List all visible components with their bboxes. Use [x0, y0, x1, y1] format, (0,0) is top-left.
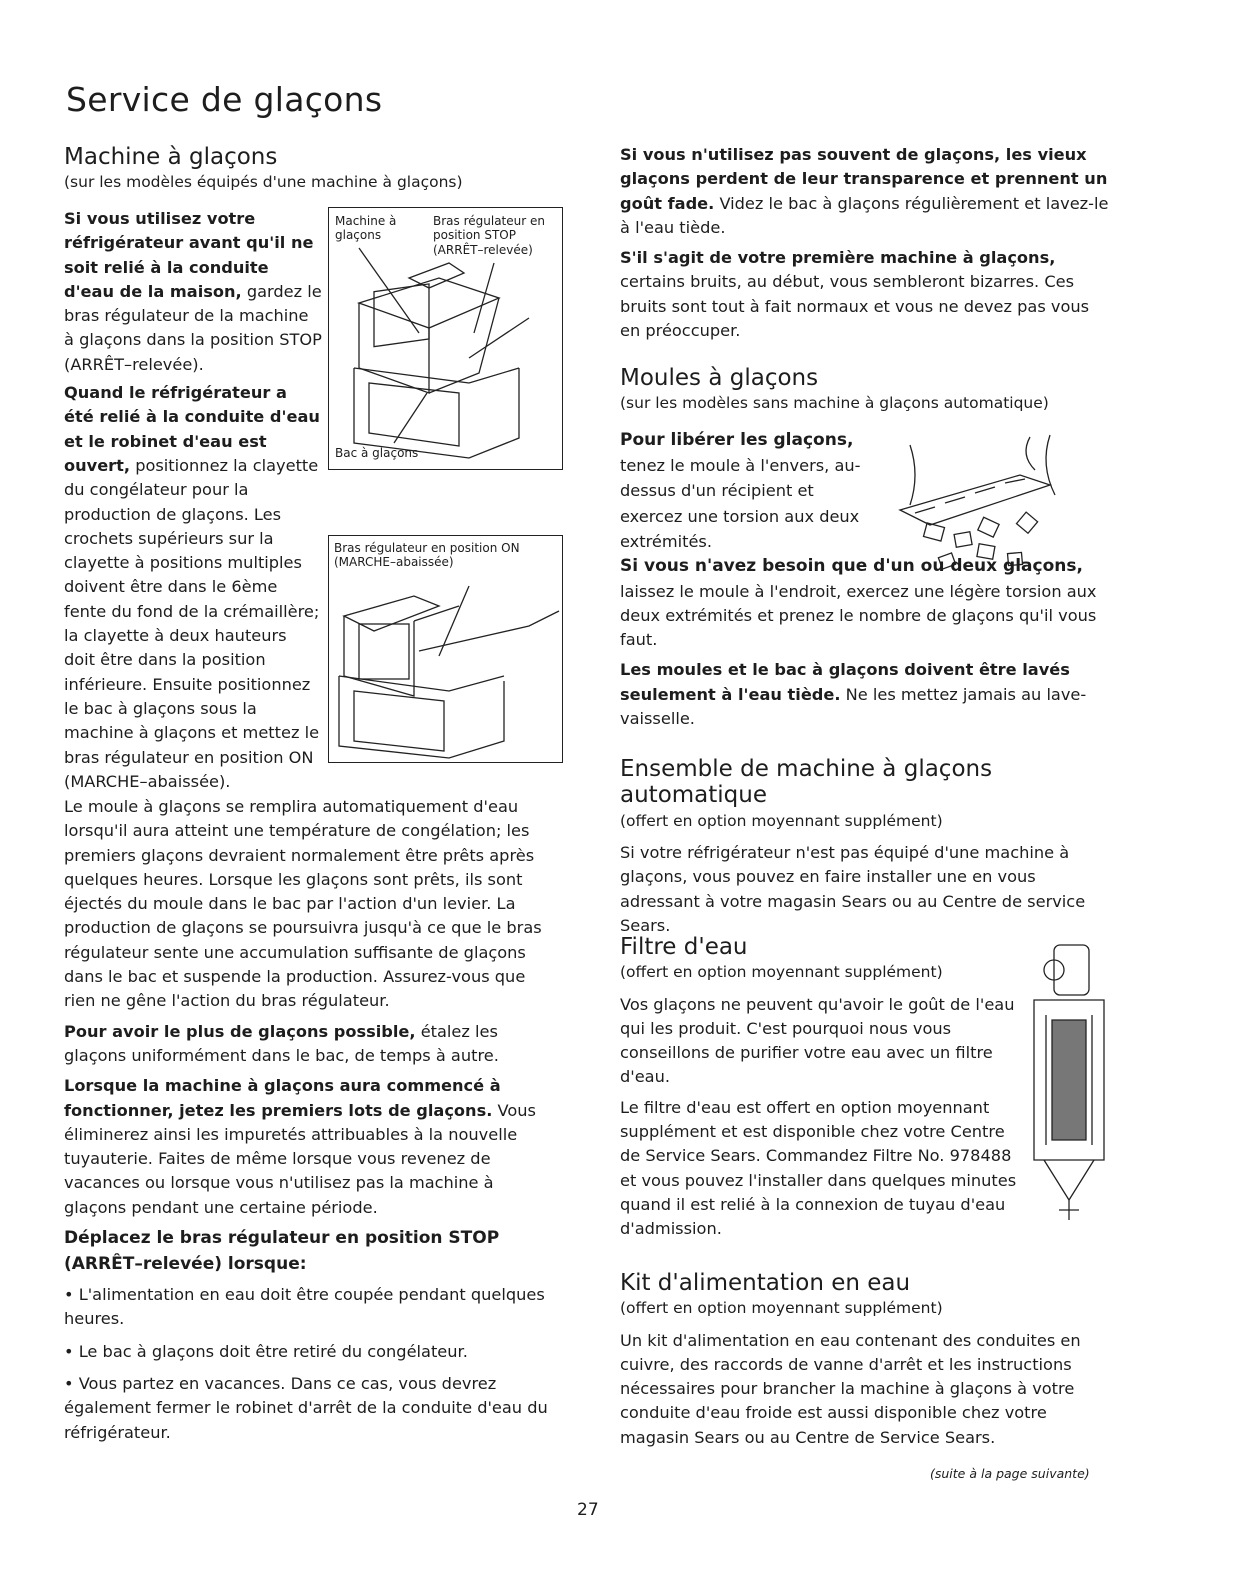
list-item: • L'alimentation en eau doit être coupée pendant quelques heures.: [64, 1283, 559, 1332]
body-text: positionnez la clayette du congélateur pour la production de glaçons. Les crochets supérieurs sur la clayette à positions multiples doivent être dans le 6ème fente du fond de la crémaillère; la clayette à deux hauteurs doit être dans la position inférieure. Ensuite positionnez le bac à glaçons sous la machine à glaçons et mettez le bras régulateur en position ON (MARCHE–abaissée).: [64, 455, 320, 791]
paragraph-deplacez-bras: [64, 1226, 559, 1277]
bold-lead: Les moules et le bac à glaçons doivent être lavés seulement à l'eau tiède.: [620, 660, 1070, 704]
section-sub-kit: (offert en option moyennant supplément): [620, 1299, 943, 1318]
paragraph-filtre-2: Le filtre d'eau est offert en option moyennant supplément et est disponible chez votre Centre de Service Sears. Commandez Filtre No. 978488 et vous pouvez l'installer dans quelques minutes quand il est relié à la connexion de tuyau d'eau d'admission.: [620, 1097, 1017, 1239]
section-heading-ensemble: Ensemble de machine à glaçons automatique: [620, 756, 993, 809]
bold-lead: Pour avoir le plus de glaçons possible,: [64, 1021, 416, 1041]
section-filtre: [620, 934, 1020, 1242]
left-column: [64, 144, 559, 193]
list-item: • Le bac à glaçons doit être retiré du congélateur.: [64, 1340, 559, 1364]
right-top-text: [620, 143, 1110, 343]
bold-lead: Si vous n'avez besoin que d'un ou deux glaçons,: [620, 556, 1083, 576]
moules-text: [620, 428, 880, 556]
left-lower-text: [64, 795, 559, 1453]
continued-note: (suite à la page suivante): [930, 1466, 1090, 1481]
section-sub-filtre: (offert en option moyennant supplément): [620, 963, 943, 982]
figure-label-bac: Bac à glaçons: [335, 446, 419, 460]
paragraph-plus-de-glacons: [64, 1020, 559, 1069]
page-number: 27: [577, 1500, 599, 1520]
bold-lead: Si vous n'utilisez pas souvent de glaçons, les vieux glaçons perdent de leur transparence et prennent un goût fade.: [620, 145, 1108, 213]
bold-lead: S'il s'agit de votre première machine à glaçons,: [620, 248, 1056, 268]
figure-label-machine: Machine à glaçons: [335, 214, 397, 243]
paragraph-premiere-machine: [620, 246, 1110, 343]
bold-lead: Lorsque la machine à glaçons aura commencé à fonctionner, jetez les premiers lots de glaçons.: [64, 1076, 501, 1120]
section-heading-filtre: Filtre d'eau: [620, 934, 748, 960]
body-text: certains bruits, au début, vous sembleront bizarres. Ces bruits sont tout à fait normaux et vous ne devez pas vous en préoccuper.: [620, 272, 1090, 341]
moules-text-2: [620, 554, 1110, 731]
paragraph-laver-eau-tiede: [620, 658, 1110, 731]
bold-lead: Déplacez le bras régulateur en position STOP (ARRÊT–relevée) lorsque:: [64, 1228, 500, 1274]
section-heading-moules: Moules à glaçons: [620, 365, 819, 391]
body-text: Videz le bac à glaçons régulièrement et lavez-le à l'eau tiède.: [620, 193, 1109, 237]
ice-maker-drawing-stop: [329, 208, 562, 469]
body-text: tenez le moule à l'envers, au-dessus d'un récipient et exercez une torsion aux deux extrémités.: [620, 455, 861, 551]
body-text: étalez les glaçons uniformément dans le bac, de temps à autre.: [64, 1021, 499, 1065]
paragraph-vieux-glacons: [620, 143, 1110, 240]
ice-maker-drawing-on: [329, 536, 562, 762]
ice-tray-illustration: [880, 425, 1080, 575]
list-item: • Vous partez en vacances. Dans ce cas, vous devrez également fermer le robinet d'arrêt de la conduite d'eau du réfrigérateur.: [64, 1372, 559, 1445]
section-sub-ensemble: (offert en option moyennant supplément): [620, 811, 943, 830]
paragraph-avant-conduite: [64, 207, 322, 377]
section-sub-machine: (sur les modèles équipés d'une machine à glaçons): [64, 173, 463, 192]
paragraph-kit: Un kit d'alimentation en eau contenant des conduites en cuivre, des raccords de vanne d'arrêt et les instructions nécessaires pour brancher la machine à glaçons à votre conduite d'eau froide est aussi disponible chez votre magasin Sears ou au Centre de Service Sears.: [620, 1330, 1081, 1447]
paragraph-un-ou-deux: [620, 554, 1110, 652]
figure-label-bras-stop: Bras régulateur en position STOP (ARRÊT–relevée): [433, 214, 545, 257]
paragraph-filtre-1: Vos glaçons ne peuvent qu'avoir le goût de l'eau qui les produit. C'est pourquoi nous vous conseillons de purifier votre eau avec un filtre d'eau.: [620, 994, 1015, 1087]
section-ensemble: [620, 756, 1120, 938]
body-text: laissez le moule à l'endroit, exercez une légère torsion aux deux extrémités et prenez le nombre de glaçons qu'il vous faut.: [620, 581, 1097, 650]
water-filter-illustration: [1024, 940, 1114, 1225]
body-text: gardez le bras régulateur de la machine à glaçons dans la position STOP (ARRÊT–relevée).: [64, 281, 322, 374]
paragraph-liberer-glacons: [620, 428, 880, 556]
bold-lead: Quand le réfrigérateur a été relié à la conduite d'eau et le robinet d'eau est ouvert,: [64, 383, 320, 475]
bold-lead: Si vous utilisez votre réfrigérateur avant qu'il ne soit relié à la conduite d'eau de la maison,: [64, 209, 314, 301]
page-title: Service de glaçons: [66, 80, 383, 119]
left-intro-text: [64, 207, 322, 794]
bold-lead: Pour libérer les glaçons,: [620, 430, 854, 450]
ice-maker-figure-on: [328, 535, 563, 763]
section-moules: [620, 365, 1110, 414]
section-sub-moules: (sur les modèles sans machine à glaçons automatique): [620, 394, 1049, 413]
section-heading-machine: Machine à glaçons: [64, 144, 278, 170]
paragraph-quand-relie: [64, 381, 322, 794]
figure-label-bras-on: Bras régulateur en position ON (MARCHE–abaissée): [334, 541, 520, 570]
section-kit: [620, 1270, 1120, 1450]
ice-maker-figure-stop: [328, 207, 563, 470]
body-text: Ne les mettez jamais au lave-vaisselle.: [620, 684, 1087, 728]
section-heading-kit: Kit d'alimentation en eau: [620, 1270, 911, 1296]
paragraph-ensemble: Si votre réfrigérateur n'est pas équipé d'une machine à glaçons, vous pouvez en faire installer une en vous adressant à votre magasin Sears ou au Centre de service Sears.: [620, 843, 1086, 935]
body-text: Vous éliminerez ainsi les impuretés attribuables à la nouvelle tuyauterie. Faites de même lorsque vous revenez de vacances ou lorsque vous n'utilisez pas la machine à glaçons pendant une certaine période.: [64, 1100, 536, 1217]
stop-conditions-list: [64, 1283, 559, 1445]
paragraph-jetez-premiers-lots: [64, 1074, 559, 1220]
paragraph-moule-remplira: Le moule à glaçons se remplira automatiquement d'eau lorsqu'il aura atteint une température de congélation; les premiers glaçons devraient normalement être prêts après quelques heures. Lorsque les glaçons sont prêts, ils sont éjectés du moule dans le bac par l'action d'un levier. La production de glaçons se poursuivra jusqu'à ce que le bras régulateur sente une accumulation suffisante de glaçons dans le bac et suspende la production. Assurez-vous que rien ne gêne l'action du bras régulateur.: [64, 797, 542, 1011]
